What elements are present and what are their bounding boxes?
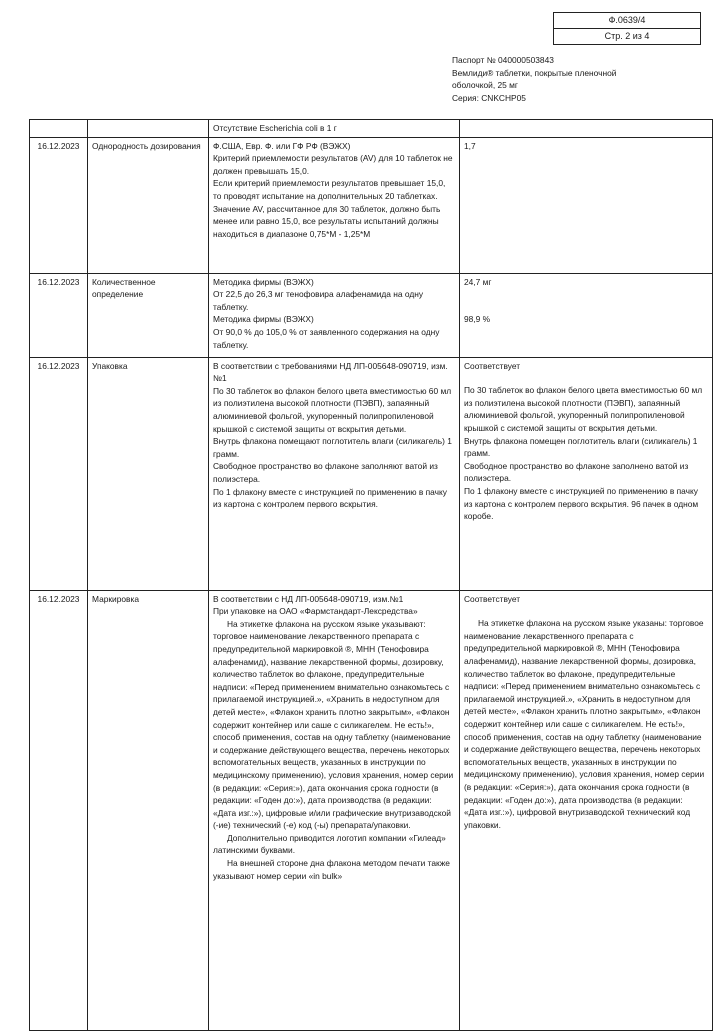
- result-text: 1,7: [464, 140, 476, 151]
- date-cell: 16.12.2023: [30, 590, 88, 1030]
- form-code: Ф.0639/4: [608, 15, 646, 25]
- requirement-text: Внутрь флакона помещают поглотитель влаги (силикагель) 1 грамм.: [213, 436, 452, 459]
- test-cell: Однородность дозирования: [88, 137, 209, 273]
- requirement-text: Методика фирмы (ВЭЖХ): [213, 314, 314, 325]
- requirement-text: В соответствии с НД ЛП-005648-090719, изм.№1: [213, 593, 404, 604]
- result-text: На этикетке флакона на русском языке указаны: торговое наименование лекарственного препарата с предупредительной маркировкой ®, МНН (Тенофовира алафенамид), название лекарственной формы, дозировка, количество таблеток во флаконе, предупредительные надписи: «Перед применением внимательно ознакомьтесь с прилагаемой инструкцией.», «Хранить в недоступном для детей месте», «Флакон хранить плотно закрытым», «Флакон содержит контейнер или саше с силикагелем. Не есть!», способ применения, состав на одну таблетку (наименование и содержание действующего вещества, перечень некоторых вспомогательных веществ, указанных в инструкции по медицинскому применению), условия хранения, номер серии (в редакции: «Серия:»), дата окончания срока годности (в редакции: «Годен до:»), дата производства (в редакции: «Дата изг.:»), цифровой внутризаводской технический код упаковки.: [464, 618, 705, 830]
- test-cell: [88, 120, 209, 138]
- requirement-text: Методика фирмы (ВЭЖХ): [213, 276, 314, 287]
- requirement-cell: [209, 120, 460, 138]
- requirement-text: Если критерий приемлемости результатов превышает 15,0, то проводят испытание на дополнительных 20 таблетках.: [213, 178, 446, 201]
- result-text: 98,9 %: [464, 314, 491, 325]
- requirement-text: По 30 таблеток во флакон белого цвета вместимостью 60 мл из полиэтилена высокой плотности (ПЭВП), запаянный алюминиевой фольгой, укупоренный полипропиленовой крышкой с системой защиты от вскрытия детьми.: [213, 385, 452, 434]
- result-text: 24,7 мг: [464, 276, 492, 287]
- requirement-cell: [209, 357, 460, 590]
- result-text: По 30 таблеток во флакон белого цвета вместимостью 60 мл из полиэтилена высокой плотности (ПЭВП), запаянный алюминиевой фольгой, укупоренный полипропиленовой крышкой с системой защиты от вскрытия детьми.: [464, 385, 703, 433]
- table-row: [30, 273, 713, 357]
- form-code-box: [553, 12, 701, 45]
- product-name-line-2: оболочкой, 25 мг: [452, 80, 518, 91]
- result-cell: [460, 590, 713, 1030]
- requirement-text: По 1 флакону вместе с инструкцией по применению в пачку из картона с контролем первого вскрытия.: [213, 486, 447, 510]
- date-cell: 16.12.2023: [30, 357, 88, 590]
- result-text: По 1 флакону вместе с инструкцией по применению в пачку из картона с контролем первого вскрытия. 96 пачек в одном коробе.: [464, 485, 699, 522]
- date-cell: 16.12.2023: [30, 137, 88, 273]
- test-cell: Количественное определение: [88, 273, 209, 357]
- date-cell: [30, 120, 88, 138]
- test-results-table: [29, 119, 713, 1031]
- product-name-line-1: Вемлиди® таблетки, покрытые пленочной: [452, 67, 617, 78]
- passport-info: [452, 54, 616, 104]
- table-row: [30, 120, 713, 138]
- passport-number: Паспорт № 040000503843: [452, 55, 554, 65]
- test-cell: Упаковка: [88, 357, 209, 590]
- requirement-cell: [209, 590, 460, 1030]
- requirement-text: При упаковке на ОАО «Фармстандарт-Лексредства»: [213, 606, 418, 617]
- requirement-text: В соответствии с требованиями НД ЛП-005648-090719, изм.№1: [213, 360, 448, 384]
- requirement-text: На этикетке флакона на русском языке указывают: торговое наименование лекарственного препарата с предупредительной маркировкой ®, МНН (Тенофовира алафенамид), название лекарственной формы, дозировку, количество таблеток во флаконе, предупредительные надписи: «Перед применением внимательно ознакомьтесь с прилагаемой инструкцией.», «Хранить в недоступном для детей месте», «Флакон хранить плотно закрытым», «Флакон содержит контейнер или саше с силикагелем. Не есть!», способ применения, состав на одну таблетку (наименование и содержание действующего вещества, перечень некоторых вспомогательных веществ, указанных в инструкции по медицинскому применению), условия хранения, номер серии (в редакции: «Серия:»), дата окончания срока годности (в редакции: «Годен до:»), дата производства (в редакции: «Дата изг.:»), цифровые и/или графические внутризаводской (-ие) технический (-е) код (-ы) препарата/упаковки.: [213, 618, 454, 831]
- result-text: Соответствует: [464, 360, 521, 371]
- requirement-text: На внешней стороне дна флакона методом печати также указывают номер серии «in bulk»: [213, 858, 450, 881]
- table-row: [30, 357, 713, 590]
- requirement-text: Критерий приемлемости результатов (AV) для 10 таблеток не должен превышать 15,0.: [213, 153, 453, 176]
- table-row: [30, 590, 713, 1030]
- result-cell: [460, 137, 713, 273]
- test-cell: Маркировка: [88, 590, 209, 1030]
- requirement-text: Ф.США, Евр. Ф. или ГФ РФ (ВЭЖХ): [213, 140, 351, 151]
- requirement-text: От 22,5 до 26,3 мг тенофовира алафенамида на одну таблетку.: [213, 289, 424, 312]
- requirement-cell: [209, 273, 460, 357]
- requirement-text: Отсутствие Escherichia coli в 1 г: [213, 123, 337, 133]
- requirement-text: Дополнительно приводится логотип компании «Гилеад» латинскими буквами.: [213, 832, 446, 856]
- result-cell: [460, 273, 713, 357]
- requirement-cell: [209, 137, 460, 273]
- result-cell: [460, 120, 713, 138]
- requirement-text: Значение AV, рассчитанное для 30 таблеток, должно быть менее или равно 15,0, все результаты испытаний должны находиться в диапазоне 0,75*M - 1,25*M: [213, 203, 441, 239]
- batch-number: Серия: CNKCHP05: [452, 92, 526, 103]
- requirement-text: Свободное пространство во флаконе заполняют ватой из полиэстера.: [213, 461, 438, 484]
- date-cell: 16.12.2023: [30, 273, 88, 357]
- table-row: [30, 137, 713, 273]
- requirement-text: От 90,0 % до 105,0 % от заявленного содержания на одну таблетку.: [213, 326, 440, 350]
- result-cell: [460, 357, 713, 590]
- result-text: Соответствует: [464, 593, 521, 604]
- result-text: Свободное пространство во флаконе заполнено ватой из полиэстера.: [464, 460, 689, 484]
- page-number: Стр. 2 из 4: [554, 28, 700, 44]
- result-text: Внутрь флакона помещен поглотитель влаги (силикагель) 1 грамм.: [464, 435, 698, 459]
